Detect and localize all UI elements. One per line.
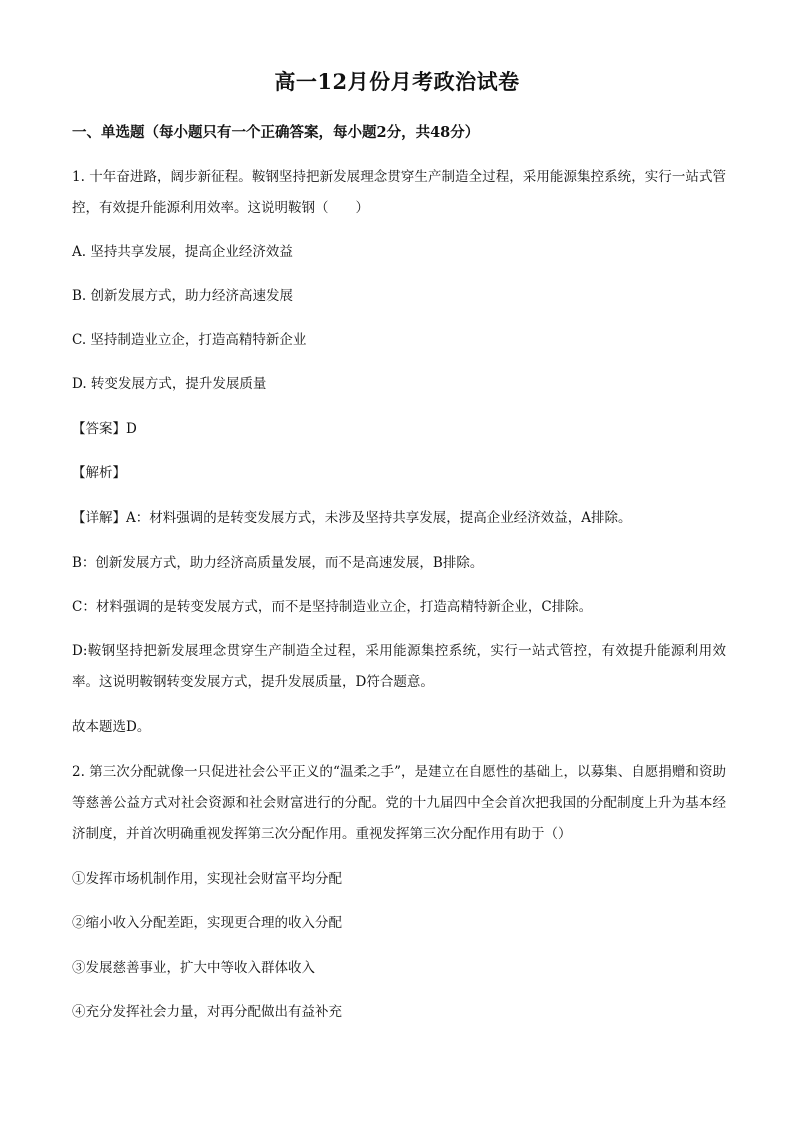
question-1-option-a: A. 坚持共享发展，提高企业经济效益 (72, 244, 293, 260)
question-2-choice-4: ④充分发挥社会力量，对再分配做出有益补充 (72, 1004, 342, 1020)
question-2-stem: 2. 第三次分配就像一只促进社会公平正义的“温柔之手”，是建立在自愿性的基础上，以募集、自愿捐赠和资助等慈善公益方式对社会资源和社会财富进行的分配。党的十九届四中全会首次把我国的分配制度上升为基本经济制度，并首次明确重视发挥第三次分配作用。重视发挥第三次分配作用有助于（） (72, 764, 726, 842)
question-1-detail-b: B：创新发展方式，助力经济高质量发展，而不是高速发展，B排除。 (72, 555, 484, 571)
question-2-choice-3: ③发展慈善事业，扩大中等收入群体收入 (72, 960, 315, 976)
question-1-option-b: B. 创新发展方式，助力经济高速发展 (72, 288, 294, 304)
question-1-option-c: C. 坚持制造业立企，打造高精特新企业 (72, 332, 307, 348)
question-2-choice-1: ①发挥市场机制作用，实现社会财富平均分配 (72, 871, 342, 887)
question-2-choice-2: ②缩小收入分配差距，实现更合理的收入分配 (72, 915, 342, 931)
question-1-detail-c: C：材料强调的是转变发展方式，而不是坚持制造业立企，打造高精特新企业，C排除。 (72, 599, 593, 615)
question-1-conclusion: 故本题选D。 (72, 719, 151, 735)
question-1-stem: 1. 十年奋进路，阔步新征程。鞍钢坚持把新发展理念贯穿生产制造全过程，采用能源集控系统，实行一站式管控，有效提升能源利用效率。这说明鞍钢（ ） (72, 169, 726, 216)
question-1-analysis-label: 【解析】 (72, 465, 126, 481)
question-1-detail-a: 【详解】A：材料强调的是转变发展方式，未涉及坚持共享发展，提高企业经济效益，A排除。 (72, 510, 632, 526)
section-heading: 一、单选题（每小题只有一个正确答案，每小题2分，共48分） (72, 124, 480, 141)
question-1-answer: 【答案】D (72, 421, 137, 437)
question-1-detail-d: D:鞍钢坚持把新发展理念贯穿生产制造全过程，采用能源集控系统，实行一站式管控，有效提升能源利用效率。这说明鞍钢转变发展方式，提升发展质量，D符合题意。 (72, 643, 726, 690)
question-1-option-d: D. 转变发展方式，提升发展质量 (72, 376, 267, 392)
page-title: 高一12月份月考政治试卷 (274, 69, 520, 94)
